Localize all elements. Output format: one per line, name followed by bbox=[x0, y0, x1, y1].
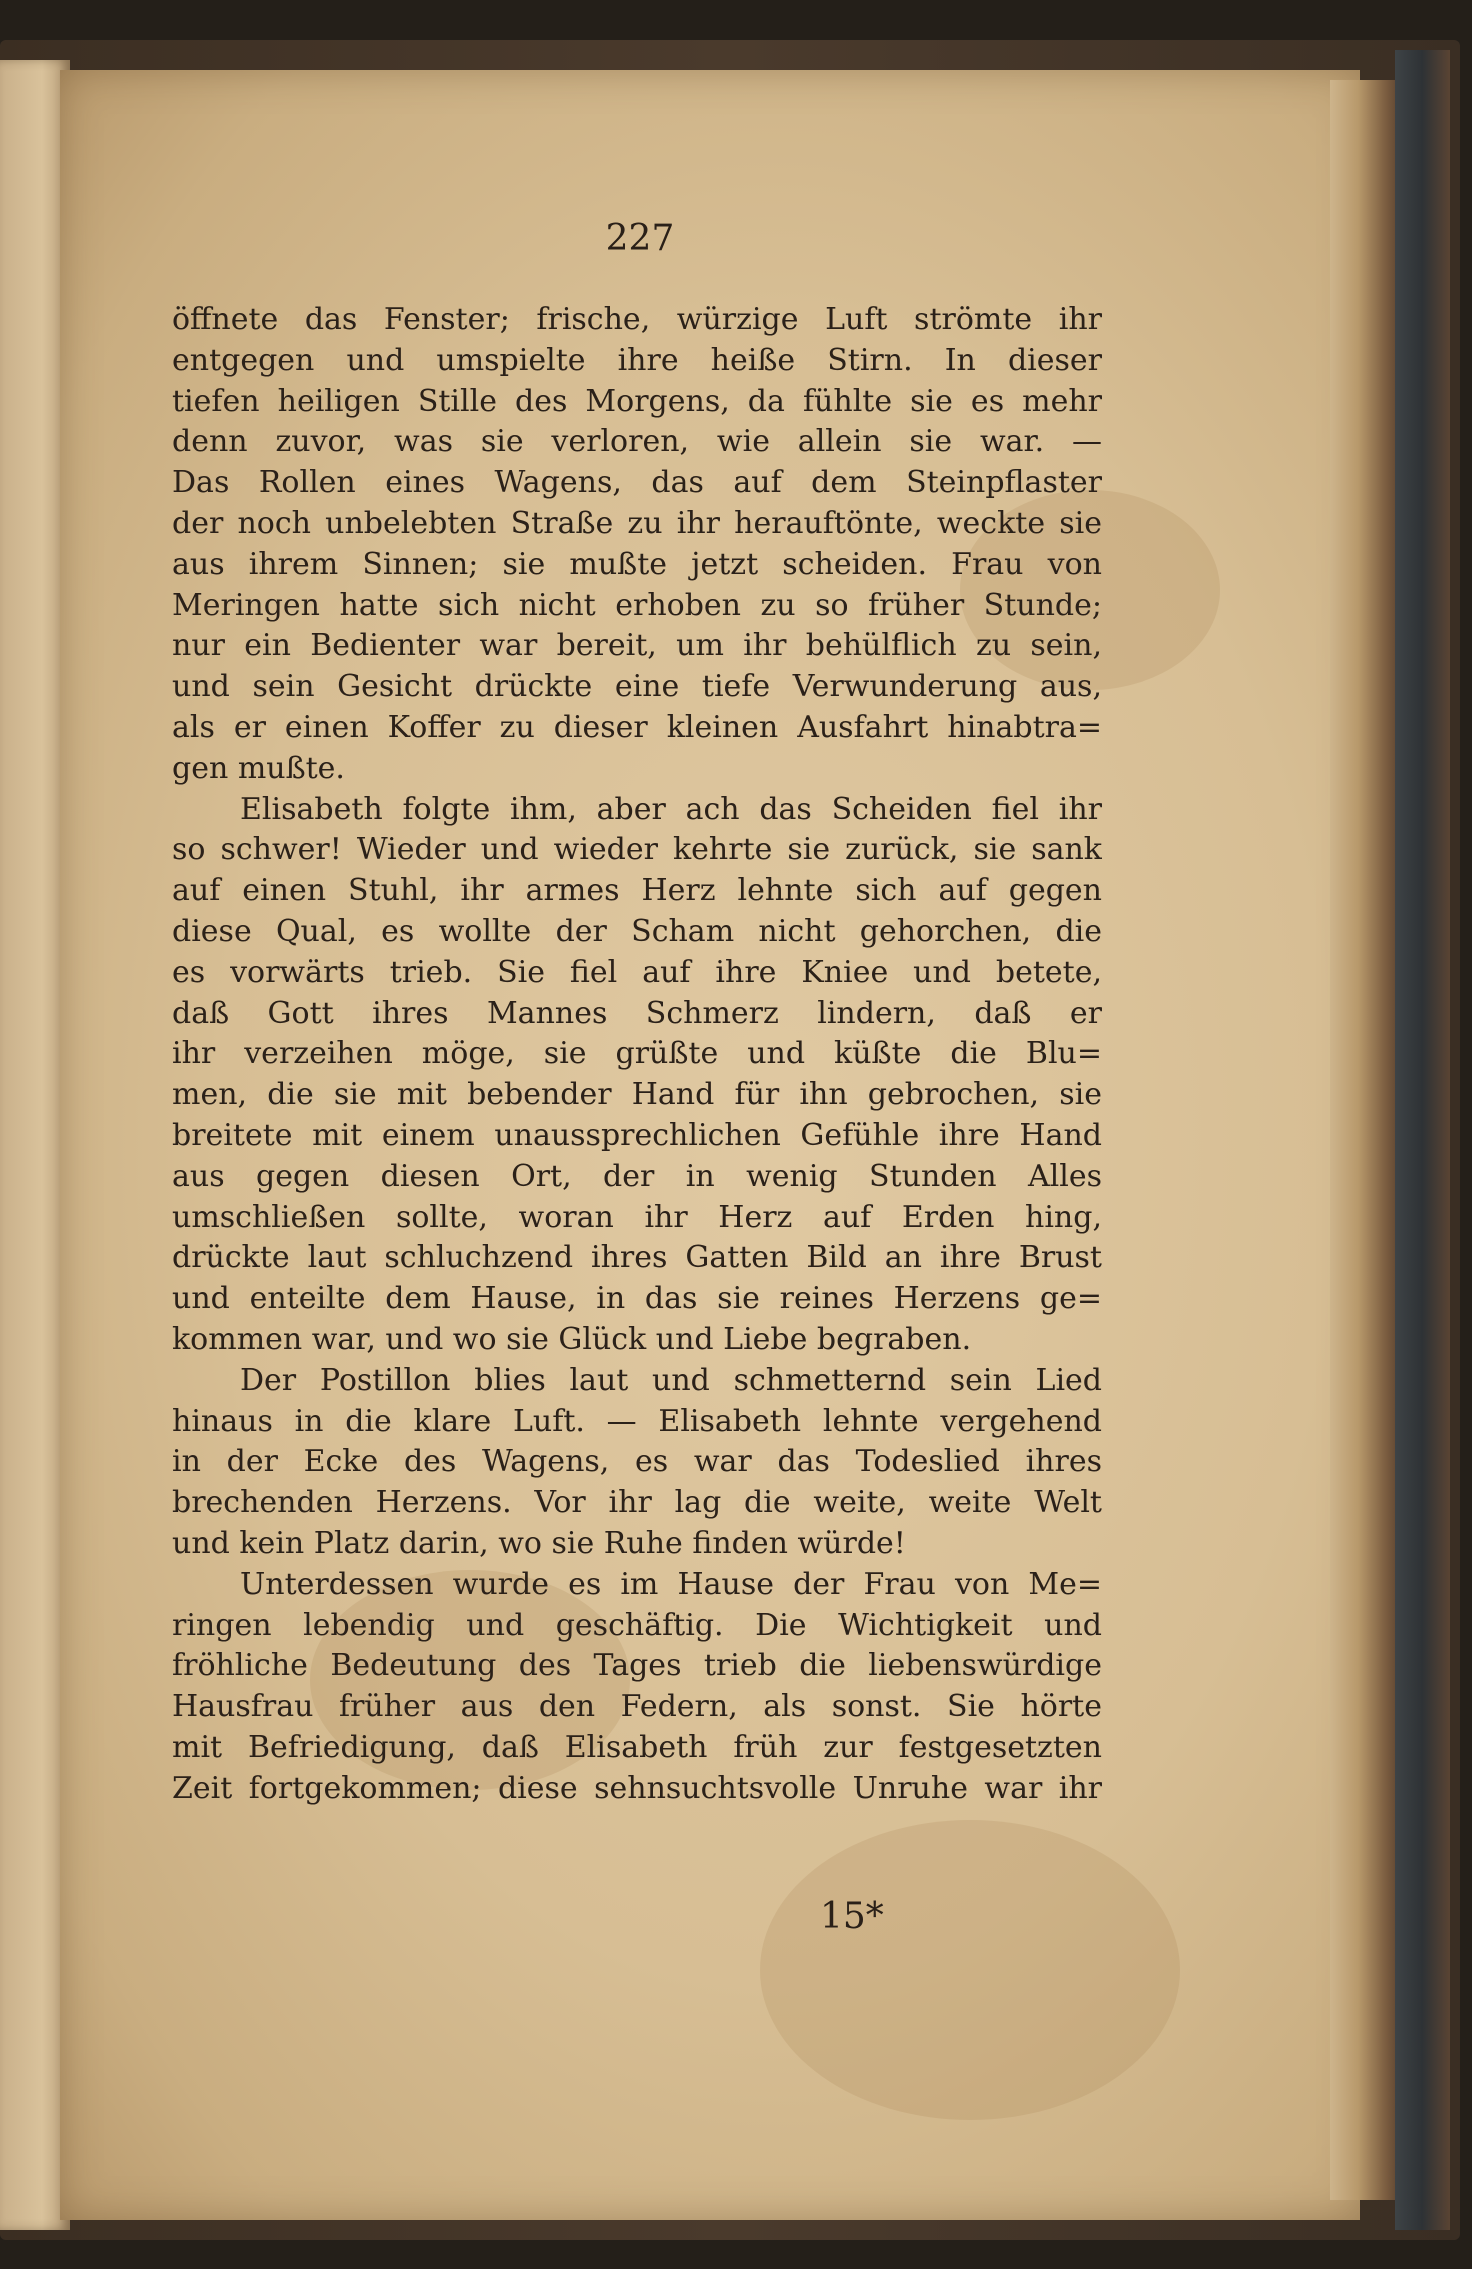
text-line: tiefen heiligen Stille des Morgens, da fühlte sie es mehr bbox=[172, 383, 1102, 419]
text-line: auf einen Stuhl, ihr armes Herz lehnte sich auf gegen bbox=[172, 873, 1102, 909]
text-line: Elisabeth folgte ihm, aber ach das Scheiden fiel ihr bbox=[240, 791, 1102, 827]
right-page-edges bbox=[1330, 80, 1400, 2200]
text-line: mit Befriedigung, daß Elisabeth früh zur festgesetzten bbox=[172, 1729, 1102, 1765]
text-line: diese Qual, es wollte der Scham nicht gehorchen, die bbox=[172, 913, 1102, 949]
page-number: 227 bbox=[605, 218, 675, 259]
text-line: gen mußte. bbox=[172, 750, 345, 786]
text-line: fröhliche Bedeutung des Tages trieb die liebenswürdige bbox=[172, 1648, 1102, 1684]
text-line: Meringen hatte sich nicht erhoben zu so früher Stunde; bbox=[172, 587, 1102, 623]
text-line: entgegen und umspielte ihre heiße Stirn. In dieser bbox=[172, 342, 1102, 378]
text-line: ihr verzeihen möge, sie grüßte und küßte die Blu= bbox=[172, 1036, 1102, 1072]
text-line: in der Ecke des Wagens, es war das Todeslied ihres bbox=[172, 1444, 1102, 1480]
text-line: Hausfrau früher aus den Federn, als sonst. Sie hörte bbox=[172, 1689, 1102, 1725]
text-line: hinaus in die klare Luft. — Elisabeth lehnte vergehend bbox=[172, 1403, 1102, 1439]
text-line: und enteilte dem Hause, in das sie reines Herzens ge= bbox=[172, 1281, 1102, 1317]
text-line: als er einen Koffer zu dieser kleinen Ausfahrt hinabtra= bbox=[172, 709, 1102, 745]
text-line: drückte laut schluchzend ihres Gatten Bild an ihre Brust bbox=[172, 1240, 1102, 1276]
paper-stain bbox=[760, 1820, 1180, 2120]
text-line: so schwer! Wieder und wieder kehrte sie zurück, sie sank bbox=[172, 832, 1102, 868]
text-line: men, die sie mit bebender Hand für ihn gebrochen, sie bbox=[172, 1077, 1102, 1113]
text-line: Das Rollen eines Wagens, das auf dem Steinpflaster bbox=[172, 465, 1102, 501]
text-line: Zeit fortgekommen; diese sehnsuchtsvolle Unruhe war ihr bbox=[172, 1770, 1102, 1806]
text-line: daß Gott ihres Mannes Schmerz lindern, daß er bbox=[172, 995, 1102, 1031]
text-line: und sein Gesicht drückte eine tiefe Verwunderung aus, bbox=[172, 669, 1102, 705]
text-line: Unterdessen wurde es im Hause der Frau von Me= bbox=[240, 1566, 1102, 1602]
text-line: es vorwärts trieb. Sie fiel auf ihre Kniee und betete, bbox=[172, 954, 1102, 990]
text-line: aus ihrem Sinnen; sie mußte jetzt scheiden. Frau von bbox=[172, 546, 1102, 582]
text-line: aus gegen diesen Ort, der in wenig Stunden Alles bbox=[172, 1158, 1102, 1194]
text-line: und kein Platz darin, wo sie Ruhe finden würde! bbox=[172, 1525, 906, 1561]
text-line: öffnete das Fenster; frische, würzige Luft strömte ihr bbox=[172, 302, 1102, 337]
text-line: denn zuvor, was sie verloren, wie allein sie war. — bbox=[172, 424, 1102, 460]
signature-mark: 15* bbox=[820, 1896, 884, 1937]
text-line: kommen war, und wo sie Glück und Liebe begraben. bbox=[172, 1321, 972, 1357]
text-line: nur ein Bedienter war bereit, um ihr behülflich zu sein, bbox=[172, 628, 1102, 664]
text-line: brechenden Herzens. Vor ihr lag die weite, weite Welt bbox=[172, 1485, 1102, 1521]
back-cover-strip bbox=[1395, 50, 1450, 2230]
text-line: breitete mit einem unaussprechlichen Gefühle ihre Hand bbox=[172, 1117, 1102, 1153]
text-line: umschließen sollte, woran ihr Herz auf Erden hing, bbox=[172, 1199, 1102, 1235]
text-line: Der Postillon blies laut und schmetternd sein Lied bbox=[240, 1362, 1102, 1398]
text-line: ringen lebendig und geschäftig. Die Wichtigkeit und bbox=[172, 1607, 1102, 1643]
body-text bbox=[172, 300, 1102, 1809]
text-line: der noch unbelebten Straße zu ihr herauftönte, weckte sie bbox=[172, 505, 1102, 541]
